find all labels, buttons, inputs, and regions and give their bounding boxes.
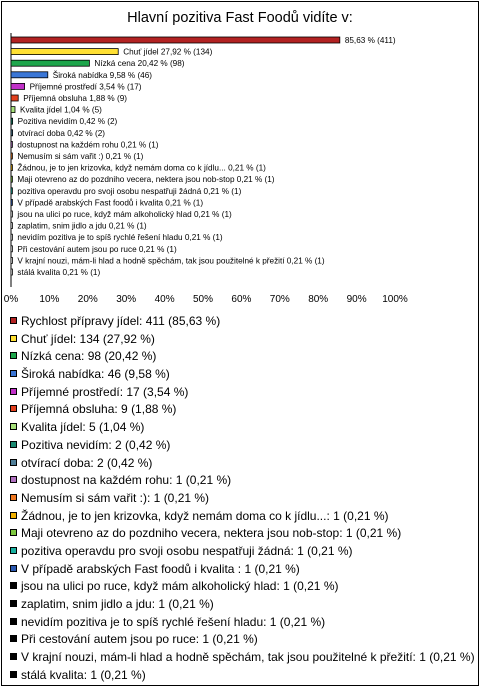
legend-label: Rychlost přípravy jídel: 411 (85,63 %) [21,314,221,328]
x-tick-label: 10% [39,294,60,305]
legend-swatch [10,459,17,466]
legend-swatch [10,370,17,377]
bar-label-12: Žádnou, je to jen krizovka, když nemám doma co k jídlu... 0,21 % (1) [17,163,266,173]
bar-10 [11,141,12,147]
bar-label-8: Pozitiva nevidím 0,42 % (2) [17,117,118,127]
chart-title: Hlavní pozitiva Fast Foodů vidíte v: [127,10,353,26]
legend-item [10,438,476,453]
legend-item [10,349,476,364]
bar-label-5: Příjemné prostředí 3,54 % (17) [29,82,142,92]
bar-12 [11,165,12,171]
legend-swatch [10,671,17,678]
legend-swatch [10,335,17,342]
x-tick-label: 50% [192,294,214,305]
legend-swatch [10,529,17,536]
bar-3 [11,60,89,66]
legend-label: V případě arabských Fast foodů i kvalita : 1 (0,21 %) [21,561,300,576]
bar-label-16: jsou na ulici po ruce, když mám alkoholický hlad 0,21 % (1) [17,210,232,219]
legend-label: V krajní nouzi, mám-li hlad a hodně spěchám, tak jsou použitelné k přežití: 1 (0,21 %) [21,650,475,665]
legend-swatch [10,388,17,395]
legend-item [10,579,476,594]
legend-swatch [10,423,17,430]
legend-item [10,332,476,347]
legend-item [10,420,476,435]
bar-13 [11,176,12,182]
legend-label: Maji otevreno az do pozdniho vecera, nektera jsou nob-stop: 1 (0,21 %) [21,526,402,541]
bar-16 [11,211,12,217]
bar-label-13: Maji otevreno az do pozdniho vecera, nektera jsou nob-stop 0,21 % (1) [17,175,275,185]
legend-swatch [10,405,17,412]
legend-label: Nízká cena: 98 (20,42 %) [21,349,157,364]
legend-label: pozitiva operavdu pro svoji osobu nespatřuji žádná: 1 (0,21 %) [21,543,353,558]
legend-item [10,668,476,683]
bar-label-19: Při cestování autem jsou po ruce 0,21 % (1) [17,244,177,254]
legend-label: Kvalita jídel: 5 (1,04 %) [21,420,145,435]
x-tick-labels [4,294,408,305]
bar-15 [11,199,12,205]
legend-item [10,385,476,400]
legend-swatch [10,635,17,642]
bar-chart [0,0,480,310]
bar-9 [11,130,13,136]
bar-label-4: Široká nabídka 9,58 % (46) [52,70,153,80]
bar-label-15: V případě arabských Fast foodů i kvalita 0,21 % (1) [17,198,204,208]
bar-label-14: pozitiva operavdu pro svoji osobu nespatřuji žádná 0,21 % (1) [17,186,242,196]
bar-label-9: otvírací doba 0,42 % (2) [17,128,106,138]
legend-item [10,562,476,577]
legend-item [10,473,476,488]
bar-8 [11,118,13,124]
x-tick-label: 100% [382,294,408,305]
bar-2 [11,49,118,55]
legend-item [10,402,476,417]
bar-20 [11,257,12,263]
legend-label: jsou na ulici po ruce, když mám alkoholický hlad: 1 (0,21 %) [21,579,339,594]
legend-label: Široká nabídka: 46 (9,58 %) [21,367,170,382]
legend-item [10,615,476,630]
bar-4 [11,72,48,78]
legend-label: Příjemná obsluha: 9 (1,88 %) [21,402,177,417]
bar-label-7: Kvalita jídel 1,04 % (5) [19,105,102,115]
legend-label: dostupnost na každém rohu: 1 (0,21 %) [21,473,232,488]
legend-label: nevidím pozitiva je to spíš rychlé řešení hladu: 1 (0,21 %) [21,614,326,629]
bar-label-18: nevidím pozitiva je to spíš rychlé řešení hladu 0,21 % (1) [17,233,223,243]
bar-7 [11,107,15,113]
legend-swatch [10,600,17,607]
bar-label-11: Nemusím si sám vařit :) 0,21 % (1) [17,152,144,161]
x-tick-label: 80% [308,294,329,305]
legend-swatch [10,494,17,501]
legend-label: otvírací doba: 2 (0,42 %) [21,455,153,470]
bar-6 [11,95,18,101]
legend-item [10,597,476,612]
legend-item [10,367,476,382]
x-tick-label: 60% [231,294,252,305]
bar-label-21: stálá kvalita 0,21 % (1) [17,268,101,277]
x-tick-label: 40% [154,294,175,305]
bar-label-1: 85,63 % (411) [344,36,396,45]
x-tick-label: 0% [3,294,19,305]
bar-label-2: Chuť jídel 27,92 % (134) [123,47,213,57]
bar-label-3: Nízká cena 20,42 % (98) [94,59,185,69]
legend-item [10,456,476,471]
legend [10,314,476,685]
legend-label: Pozitiva nevidím: 2 (0,42 %) [21,437,171,452]
bar-11 [11,153,12,159]
x-tick-label: 90% [346,294,367,305]
legend-swatch [10,653,17,660]
bar-18 [11,234,12,240]
legend-item [10,509,476,524]
legend-swatch [10,352,17,359]
bar-label-10: dostupnost na každém rohu 0,21 % (1) [17,140,159,150]
legend-swatch [10,547,17,554]
x-tick-label: 30% [116,294,137,305]
legend-swatch [10,441,17,448]
bar-19 [11,246,12,252]
bar-1 [11,37,340,43]
legend-label: Žádnou, je to jen krizovka, když nemám doma co k jídlu...: 1 (0,21 %) [21,508,389,523]
legend-swatch [10,476,17,483]
legend-label: stálá kvalita: 1 (0,21 %) [21,667,146,682]
legend-item [10,650,476,665]
legend-item [10,491,476,506]
legend-item [10,314,476,329]
x-tick-label: 70% [269,294,290,305]
bar-21 [11,269,12,275]
legend-swatch [10,317,17,324]
legend-swatch [10,618,17,625]
bar-labels-group [16,36,396,277]
legend-label: zaplatim, snim jidlo a jdu: 1 (0,21 %) [21,597,214,611]
bar-5 [11,83,25,89]
bar-label-17: zaplatim, snim jidlo a jdu 0,21 % (1) [17,221,147,231]
legend-swatch [10,565,17,572]
legend-item [10,544,476,559]
legend-swatch [10,582,17,589]
legend-label: Nemusím si sám vařit :): 1 (0,21 %) [21,490,210,505]
legend-label: Příjemné prostředí: 17 (3,54 %) [21,384,189,399]
legend-item [10,526,476,541]
bar-label-20: V krajní nouzi, mám-li hlad a hodně spěchám, tak jsou použitelné k přežití 0,21 % (1) [17,256,325,266]
x-tick-label: 20% [77,294,98,305]
legend-label: Při cestování autem jsou po ruce: 1 (0,21 %) [21,632,258,647]
bar-17 [11,223,12,229]
bar-14 [11,188,12,194]
bar-label-6: Příjemná obsluha 1,88 % (9) [23,94,127,103]
legend-item [10,632,476,647]
legend-label: Chuť jídel: 134 (27,92 %) [21,331,155,346]
legend-swatch [10,512,17,519]
